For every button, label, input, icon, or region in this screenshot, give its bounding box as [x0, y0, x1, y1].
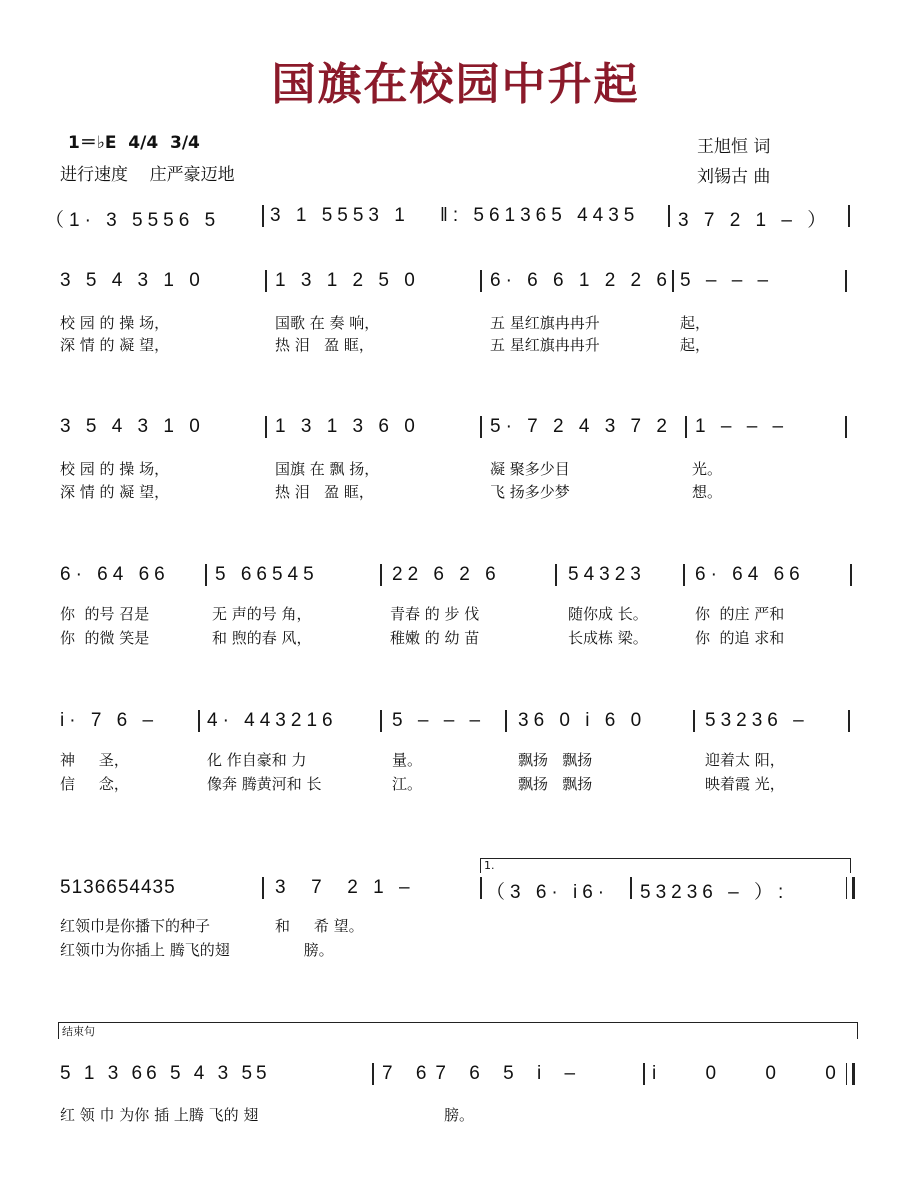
barline: [685, 416, 687, 438]
lyric: 膀。: [382, 1106, 474, 1124]
lyric: 和 煦的春 风，: [212, 629, 312, 647]
barline: [380, 710, 382, 732]
barline: [850, 564, 852, 586]
measure: 1 – – –: [695, 416, 789, 437]
barline: [262, 205, 264, 227]
measure: 5 – – –: [392, 710, 486, 731]
lyric: 量。: [392, 751, 423, 769]
measure: 22 6 2 6: [392, 564, 501, 585]
lyric: 你 的追 求和: [695, 629, 785, 647]
barline: [845, 416, 847, 438]
measure: 6· 64 66: [695, 564, 805, 585]
lyric: 起，: [680, 336, 711, 354]
measure: 1 3 1 2 5 0: [275, 270, 420, 291]
measure: i 0 0 0: [652, 1063, 858, 1084]
lyric: 随你成 长。: [568, 605, 648, 623]
lyric: 起，: [680, 314, 711, 332]
lyric: 校 园 的 操 场，: [60, 314, 170, 332]
barline: [480, 270, 482, 292]
barline: [205, 564, 207, 586]
barline: [683, 564, 685, 586]
lyric: 迎着太 阳，: [705, 751, 785, 769]
lyric: 国歌 在 奏 响，: [275, 314, 380, 332]
repeat-end-barline: [846, 877, 855, 899]
measure: 36 0 i 6 0: [518, 710, 647, 731]
song-title: 国旗在校园中升起: [271, 59, 640, 110]
lyric: 稚嫩 的 幼 苗: [390, 629, 480, 647]
lyric: 你 的微 笑是: [60, 629, 150, 647]
lyric: 你 的庄 严和: [695, 605, 785, 623]
lyric: 飘扬 飘扬: [518, 775, 593, 793]
lyric: 红 领 巾 为你 插 上腾 飞的 翅: [60, 1106, 259, 1124]
volta-bracket: [480, 858, 851, 873]
barline: [265, 416, 267, 438]
measure: ‖: 561365 4435: [440, 205, 640, 226]
lyric: 校 园 的 操 场，: [60, 460, 170, 478]
measure: 5 1 3 66 5 4 3 55: [60, 1063, 271, 1084]
final-barline: [846, 1063, 855, 1085]
measure: （1· 3 5556 5: [45, 210, 221, 231]
barline: [265, 270, 267, 292]
measure: 5 66545: [215, 564, 319, 585]
measure: 7 67 6 5 i –: [382, 1063, 585, 1084]
lyric: 膀。: [275, 941, 334, 959]
lyric: 深 情 的 凝 望，: [60, 336, 170, 354]
lyric: 红领巾为你插上 腾飞的翅: [60, 941, 230, 959]
measure: 6· 6 6 1 2 2 6: [490, 270, 672, 291]
ending-label: 结束句: [62, 1025, 95, 1038]
measure: 5136654435: [60, 877, 176, 898]
measure: 53236 – ）:: [640, 882, 789, 903]
lyric: 和 希 望。: [275, 917, 364, 935]
measure: 3 7 2 1 – ）: [678, 210, 832, 231]
barline: [555, 564, 557, 586]
barline: [668, 205, 670, 227]
measure: 5 – – –: [680, 270, 774, 291]
measure: 53236 –: [705, 710, 809, 731]
measure: 54323: [568, 564, 646, 585]
lyric: 深 情 的 凝 望，: [60, 483, 170, 501]
lyric: 映着霞 光，: [705, 775, 785, 793]
lyric: 像奔 腾黄河和 长: [207, 775, 322, 793]
volta-label: 1.: [484, 859, 495, 872]
lyric: 热 泪 盈 眶，: [275, 336, 374, 354]
barline: [480, 416, 482, 438]
barline: [198, 710, 200, 732]
measure: 1 3 1 3 6 0: [275, 416, 420, 437]
lyric: 五 星红旗冉冉升: [490, 336, 600, 354]
barline: [693, 710, 695, 732]
measure: 3 1 5553 1: [270, 205, 410, 226]
lyric: 红领巾是你播下的种子: [60, 917, 211, 935]
lyric: 想。: [692, 483, 723, 501]
lyric: 无 声的号 角，: [212, 605, 312, 623]
barline: [380, 564, 382, 586]
measure: 3 5 4 3 1 0: [60, 416, 205, 437]
lyric: 五 星红旗冉冉升: [490, 314, 600, 332]
composer: 刘锡古 曲: [697, 167, 771, 187]
lyric: 热 泪 盈 眶，: [275, 483, 374, 501]
barline: [630, 877, 632, 899]
barline: [672, 270, 674, 292]
measure: 5· 7 2 4 3 7 2: [490, 416, 672, 437]
ending-bracket: [58, 1022, 858, 1039]
barline: [372, 1063, 374, 1085]
tempo-marking: 进行速度 庄严豪迈地: [60, 165, 235, 185]
lyric: 国旗 在 飘 扬，: [275, 460, 380, 478]
barline: [505, 710, 507, 732]
measure: 6· 64 66: [60, 564, 170, 585]
measure: 3 7 2 1 –: [275, 877, 415, 898]
lyric: 飘扬 飘扬: [518, 751, 593, 769]
barline: [845, 270, 847, 292]
barline: [262, 877, 264, 899]
lyric: 青春 的 步 伐: [390, 605, 480, 623]
barline: [643, 1063, 645, 1085]
lyric: 江。: [392, 775, 423, 793]
key-signature: 1＝♭E 4/4 3/4: [68, 133, 200, 153]
measure: i· 7 6 –: [60, 710, 159, 731]
lyric: 长成栋 梁。: [568, 629, 648, 647]
barline: [848, 205, 850, 227]
measure: 4· 443216: [207, 710, 338, 731]
lyric: 飞 扬多少梦: [490, 483, 570, 501]
lyricist: 王旭恒 词: [697, 137, 771, 157]
measure: 3 5 4 3 1 0: [60, 270, 205, 291]
lyric: 信 念，: [60, 775, 129, 793]
lyric: 化 作自豪和 力: [207, 751, 307, 769]
lyric: 神 圣，: [60, 751, 129, 769]
lyric: 你 的号 召是: [60, 605, 150, 623]
barline: [480, 877, 482, 899]
measure: （3 6· i6·: [486, 882, 610, 903]
lyric: 光。: [692, 460, 723, 478]
barline: [848, 710, 850, 732]
lyric: 凝 聚多少目: [490, 460, 570, 478]
